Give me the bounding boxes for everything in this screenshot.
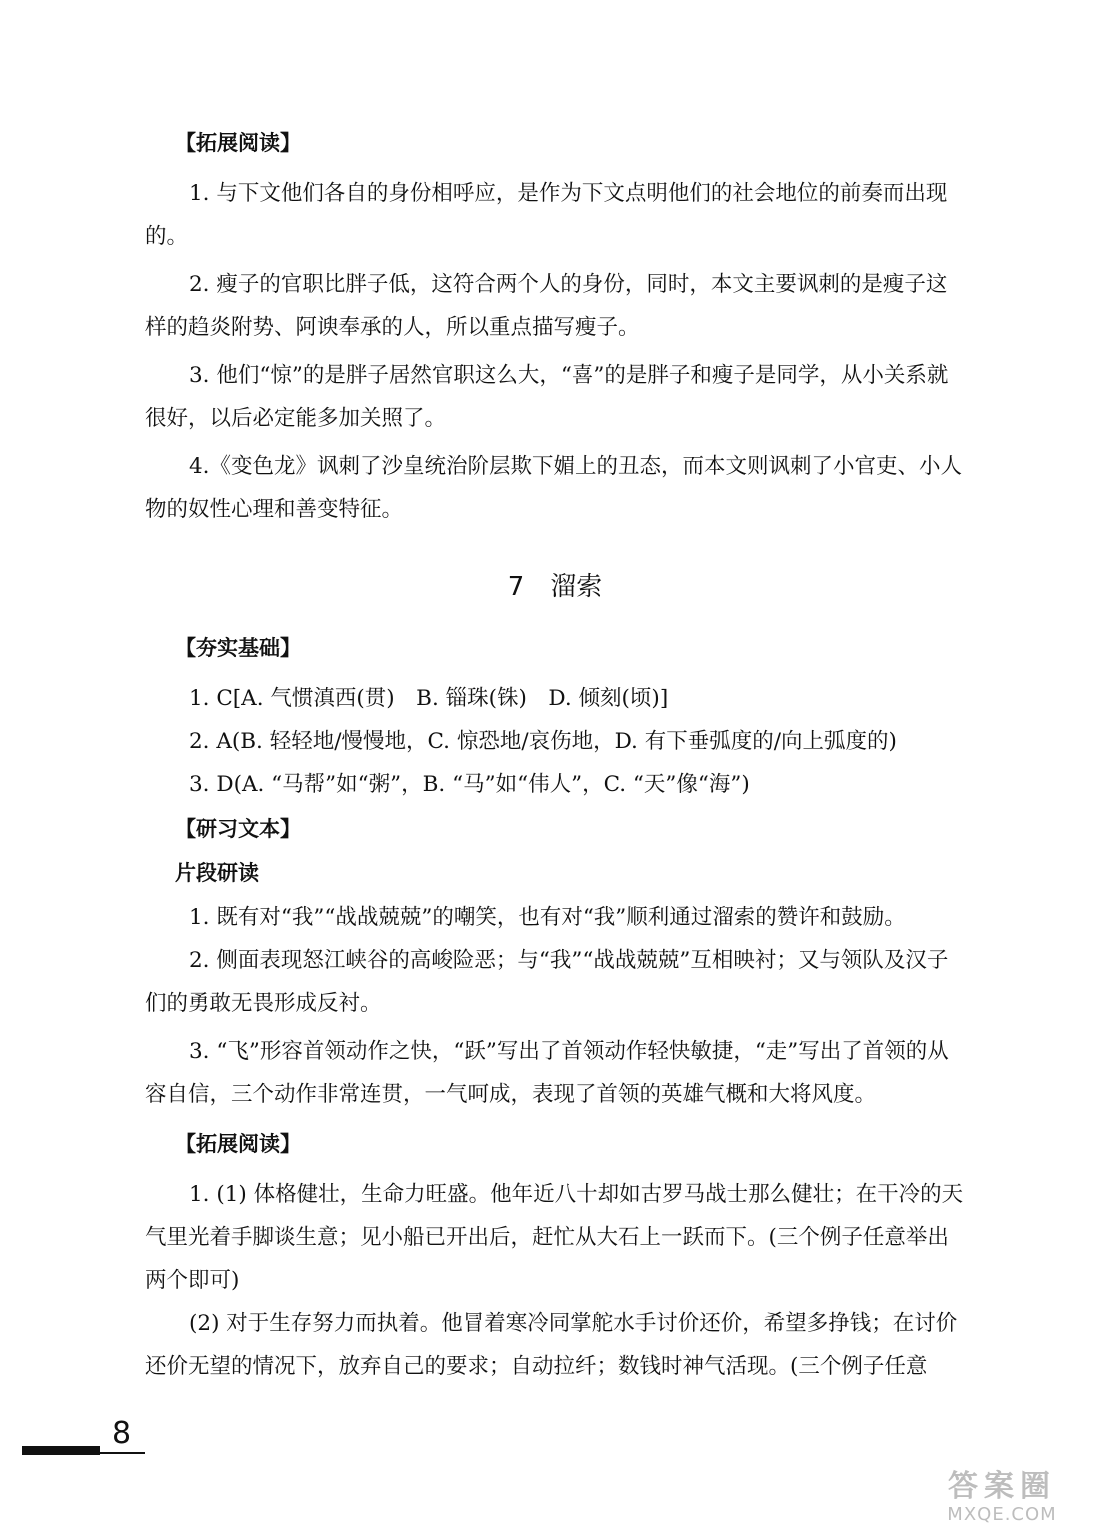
answer-paragraph: 2. 侧面表现怒江峡谷的高峻险恶；与“我”“战战兢兢”互相映衬；又与领队及汉子们的勇敢无畏形成反衬。 bbox=[145, 948, 949, 1016]
page-number-underline bbox=[100, 1452, 145, 1454]
section-heading-extended-reading: 【拓展阅读】 bbox=[175, 131, 301, 155]
answer-paragraph: 3. D(A. “马帮”如“粥”，B. “马”如“伟人”，C. “天”像“海”) bbox=[189, 772, 750, 797]
watermark-logo bbox=[918, 1470, 1086, 1530]
section-heading-extended-reading: 【拓展阅读】 bbox=[175, 1132, 301, 1156]
watermark-url: MXQE.COM bbox=[947, 1504, 1057, 1525]
answer-paragraph: 2. A(B. 轻轻地/慢慢地，C. 惊恐地/哀伤地，D. 有下垂弧度的/向上弧度的) bbox=[189, 729, 897, 754]
answer-paragraph: (2) 对于生存努力而执着。他冒着寒冷同掌舵水手讨价还价，希望多挣钱；在讨价还价无望的情况下，放弃自己的要求；自动拉纤；数钱时神气活现。(三个例子任意 bbox=[145, 1311, 958, 1379]
watermark-logo-text: 答案圈 bbox=[948, 1469, 1056, 1504]
answer-paragraph: 3. 他们“惊”的是胖子居然官职这么大，“喜”的是胖子和瘦子是同学，从小关系就很好，以后必定能多加关照了。 bbox=[145, 363, 949, 431]
answer-paragraph: 2. 瘦子的官职比胖子低，这符合两个人的身份，同时，本文主要讽刺的是瘦子这样的趋炎附势、阿谀奉承的人，所以重点描写瘦子。 bbox=[145, 272, 948, 340]
page-number: 8 bbox=[112, 1416, 132, 1451]
answer-paragraph: 3. “飞”形容首领动作之快，“跃”写出了首领动作轻快敏捷，“走”写出了首领的从容自信，三个动作非常连贯，一气呵成，表现了首领的英雄气概和大将风度。 bbox=[145, 1039, 949, 1107]
answer-paragraph: 1. 与下文他们各自的身份相呼应，是作为下文点明他们的社会地位的前奏而出现的。 bbox=[145, 181, 948, 249]
page-number-bar bbox=[22, 1446, 100, 1455]
section-heading-text-study: 【研习文本】 bbox=[175, 817, 301, 841]
answer-paragraph: 1. (1) 体格健壮，生命力旺盛。他年近八十却如古罗马战士那么健壮；在干冷的天气里光着手脚谈生意；见小船已开出后，赶忙从大石上一跃而下。(三个例子任意举出两个即可) bbox=[145, 1182, 964, 1293]
chapter-title bbox=[145, 569, 965, 605]
answer-paragraph: 1. 既有对“我”“战战兢兢”的嘲笑，也有对“我”顺利通过溜索的赞许和鼓励。 bbox=[189, 905, 906, 930]
answer-paragraph: 4.《变色龙》讽刺了沙皇统治阶层欺下媚上的丑态，而本文则讽刺了小官吏、小人物的奴性心理和善变特征。 bbox=[145, 454, 963, 522]
answer-paragraph: 1. C[A. 气惯滇西(贯) B. 锱珠(铢) D. 倾刻(顷)] bbox=[189, 686, 669, 711]
subheading-passage-reading: 片段研读 bbox=[175, 861, 259, 885]
section-heading-basics: 【夯实基础】 bbox=[175, 636, 301, 660]
chapter-number: 7 bbox=[507, 572, 525, 602]
page-content bbox=[145, 128, 965, 1388]
chapter-name: 溜索 bbox=[550, 572, 603, 602]
